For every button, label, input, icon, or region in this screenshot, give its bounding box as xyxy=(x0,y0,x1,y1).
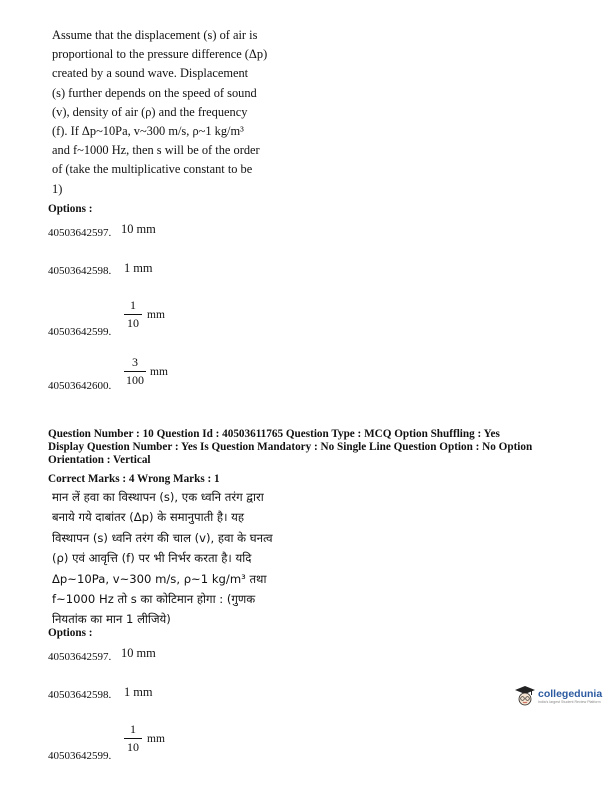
hindi-line: बनाये गये दाबांतर (Δp) के समानुपाती है। यह xyxy=(52,510,245,525)
option-id: 40503642600. xyxy=(48,380,112,392)
option-id: 40503642598. xyxy=(48,689,112,701)
question-line: (f). If Δp~10Pa, v~300 m/s, ρ~1 kg/m³ xyxy=(52,124,244,139)
question-line: (v), density of air (ρ) and the frequency xyxy=(52,104,248,119)
question-line: of (take the multiplicative constant to be xyxy=(52,162,253,177)
marks-line: Correct Marks : 4 Wrong Marks : 1 xyxy=(48,473,220,485)
question-line: created by a sound wave. Displacement xyxy=(52,66,249,81)
option-value: 10 mm xyxy=(121,646,156,660)
hindi-line: मान लें हवा का विस्थापन (s), एक ध्वनि तरंग द्वारा xyxy=(52,490,264,504)
fraction-denominator: 100 xyxy=(126,373,144,387)
graduate-face-icon xyxy=(514,685,536,707)
meta-line: Question Number : 10 Question Id : 40503611765 Question Type : MCQ Option Shuffling : Yes xyxy=(48,428,500,440)
fraction-numerator: 1 xyxy=(130,298,136,312)
options-label: Options : xyxy=(48,627,93,639)
question-line: 1) xyxy=(52,181,63,196)
hindi-line: f~1000 Hz तो s का कोटिमान होगा : (गुणक xyxy=(52,592,256,607)
option-value: 1 mm xyxy=(124,261,153,275)
question-line: (s) further depends on the speed of sound xyxy=(52,85,257,100)
question-line: Assume that the displacement (s) of air is xyxy=(52,28,258,42)
option-unit: mm xyxy=(150,366,168,378)
option-id: 40503642598. xyxy=(48,265,112,277)
question-text xyxy=(52,26,292,199)
option-id: 40503642597. xyxy=(48,227,112,239)
hindi-line: Δp~10Pa, v~300 m/s, ρ~1 kg/m³ तथा xyxy=(52,571,267,586)
question-line: and f~1000 Hz, then s will be of the order xyxy=(52,143,260,158)
hindi-line: नियतांक का मान 1 लीजिये) xyxy=(52,612,171,627)
question-line: proportional to the pressure difference (Δp) xyxy=(52,47,268,62)
brand-tagline: India's largest Student Review Platform xyxy=(538,700,601,704)
collegedunia-watermark xyxy=(514,685,612,707)
meta-line: Orientation : Vertical xyxy=(48,454,151,466)
fraction-denominator: 10 xyxy=(127,316,139,330)
meta-line: Display Question Number : Yes Is Question Mandatory : No Single Line Question Option : No Option xyxy=(48,441,533,453)
options-label: Options : xyxy=(48,203,93,215)
fraction-bar xyxy=(124,738,142,739)
brand-name: collegedunia xyxy=(538,688,603,700)
fraction-bar xyxy=(124,371,146,372)
option-id: 40503642599. xyxy=(48,326,112,338)
hindi-line: (ρ) एवं आवृत्ति (f) पर भी निर्भर करता है। यदि xyxy=(52,551,252,566)
option-value: 10 mm xyxy=(121,222,156,236)
hindi-line: विस्थापन (s) ध्वनि तरंग की चाल (v), हवा के घनत्व xyxy=(52,530,273,545)
question-metadata xyxy=(48,428,588,467)
fraction-numerator: 3 xyxy=(132,355,138,369)
fraction-numerator: 1 xyxy=(130,722,136,736)
option-id: 40503642599. xyxy=(48,750,112,762)
hindi-question-text xyxy=(52,487,294,630)
fraction-bar xyxy=(124,314,142,315)
option-unit: mm xyxy=(147,309,165,321)
fraction-denominator: 10 xyxy=(127,740,139,754)
option-value: 1 mm xyxy=(124,685,153,699)
option-id: 40503642597. xyxy=(48,651,112,663)
option-unit: mm xyxy=(147,733,165,745)
